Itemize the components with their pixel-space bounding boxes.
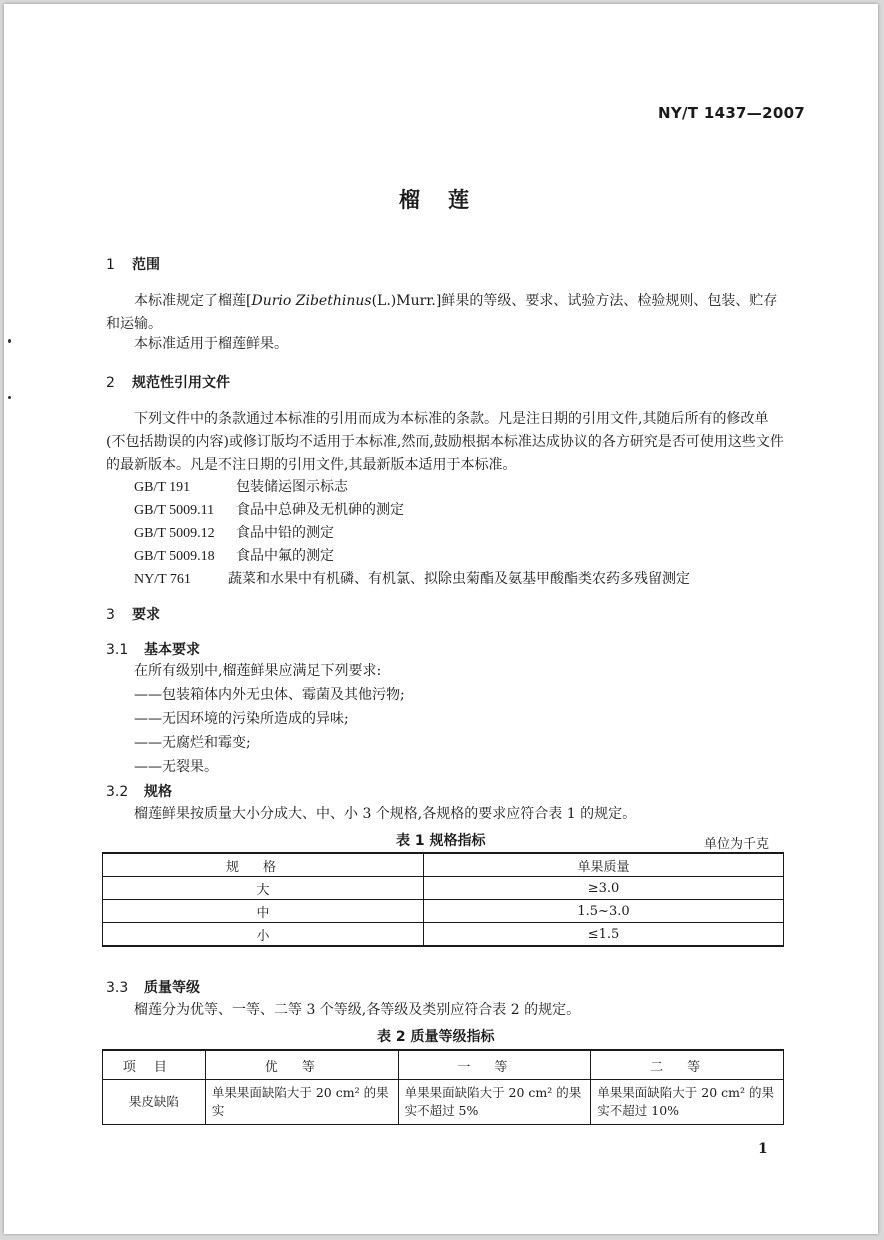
table-cell: ≤1.5 bbox=[424, 923, 784, 947]
table-cell: 果皮缺陷 bbox=[103, 1080, 206, 1125]
table-1-unit: 单位为千克 bbox=[704, 837, 770, 852]
section-title: 要求 bbox=[132, 607, 160, 623]
section-3-heading bbox=[106, 604, 160, 624]
table-cell: ≥3.0 bbox=[424, 877, 784, 900]
table-1-caption: 表 1 规格指标 bbox=[396, 833, 486, 849]
table-row bbox=[103, 877, 784, 900]
table-1-size-specs bbox=[102, 852, 784, 947]
subsection-3-1-heading: 3.1 基本要求 bbox=[106, 642, 200, 658]
table-header-cell: 优等 bbox=[205, 1050, 398, 1080]
section-number: 1 bbox=[106, 257, 115, 273]
requirement-item: ——无裂果。 bbox=[134, 759, 218, 775]
table-header-cell: 一等 bbox=[398, 1050, 591, 1080]
table-cell: 单果果面缺陷大于 20 cm² 的果实 bbox=[205, 1080, 398, 1125]
table-cell: 中 bbox=[103, 900, 424, 923]
table-row bbox=[103, 923, 784, 947]
scope-text-prefix: 本标准规定了榴莲[ bbox=[134, 293, 252, 309]
scope-applicability: 本标准适用于榴莲鲜果。 bbox=[134, 336, 288, 352]
table-header-row bbox=[103, 1050, 784, 1080]
requirement-item: ——无因环境的污染所造成的异味; bbox=[134, 711, 349, 727]
table-2-caption: 表 2 质量等级指标 bbox=[377, 1029, 495, 1045]
reference-item: GB/T 5009.18 食品中氟的测定 bbox=[134, 548, 334, 564]
latin-name: Durio Zibethinus bbox=[251, 293, 372, 309]
table-row bbox=[103, 1080, 784, 1125]
reference-item: GB/T 5009.12 食品中铅的测定 bbox=[134, 525, 334, 541]
size-grade-text: 榴莲鲜果按质量大小分成大、中、小 3 个规格,各规格的要求应符合表 1 的规定。 bbox=[134, 806, 637, 822]
normative-references-intro: 下列文件中的条款通过本标准的引用而成为本标准的条款。凡是注日期的引用文件,其随后所有的修改单(不包括勘误的内容)或修订版均不适用于本标准,然而,鼓励根据本标准达成协议的各方研究是否可使用这些文件的最新版本。凡是不注日期的引用文件,其最新版本适用于本标准。 bbox=[106, 411, 784, 473]
table-header-cell: 项目 bbox=[103, 1050, 206, 1080]
subsection-3-2-heading: 3.2 规格 bbox=[106, 784, 172, 800]
subsection-3-3-heading: 3.3 质量等级 bbox=[106, 980, 200, 996]
quality-grade-text: 榴莲分为优等、一等、二等 3 个等级,各等级及类别应符合表 2 的规定。 bbox=[134, 1002, 581, 1018]
section-title: 规范性引用文件 bbox=[132, 375, 230, 391]
table-cell: 1.5~3.0 bbox=[424, 900, 784, 923]
table-cell: 小 bbox=[103, 923, 424, 947]
document-title: 榴莲 bbox=[399, 188, 497, 212]
table-row bbox=[103, 900, 784, 923]
section-number: 2 bbox=[106, 375, 115, 391]
table-header-cell: 单果质量 bbox=[424, 853, 784, 877]
requirement-item: ——无腐烂和霉变; bbox=[134, 735, 251, 751]
section-number: 3 bbox=[106, 607, 115, 623]
scope-paragraph bbox=[106, 290, 786, 336]
standard-number: NY/T 1437—2007 bbox=[658, 104, 806, 122]
page-number: 1 bbox=[758, 1141, 768, 1157]
reference-item: NY/T 761 蔬菜和水果中有机磷、有机氯、拟除虫菊酯及氨基甲酸酯类农药多残留测定 bbox=[134, 571, 690, 587]
basic-requirements-intro: 在所有级别中,榴莲鲜果应满足下列要求: bbox=[134, 663, 382, 679]
table-cell: 大 bbox=[103, 877, 424, 900]
section-2-heading bbox=[106, 372, 230, 392]
scan-speck bbox=[8, 396, 11, 399]
document-page bbox=[4, 4, 878, 1234]
table-2-quality-grades bbox=[102, 1049, 784, 1125]
table-header-cell: 二等 bbox=[591, 1050, 784, 1080]
table-header-row bbox=[103, 853, 784, 877]
scope-text-suffix: (L.)Murr.]鲜果的等级、要求、试验方法、检验规则、包装、贮存和运输。 bbox=[106, 293, 778, 332]
table-cell: 单果果面缺陷大于 20 cm² 的果实不超过 10% bbox=[591, 1080, 784, 1125]
table-header-cell: 规格 bbox=[103, 853, 424, 877]
requirement-item: ——包装箱体内外无虫体、霉菌及其他污物; bbox=[134, 687, 405, 703]
table-cell: 单果果面缺陷大于 20 cm² 的果实不超过 5% bbox=[398, 1080, 591, 1125]
reference-item: GB/T 191 包装储运图示标志 bbox=[134, 479, 348, 495]
reference-item: GB/T 5009.11 食品中总砷及无机砷的测定 bbox=[134, 502, 404, 518]
section-1-heading bbox=[106, 254, 160, 274]
scan-speck bbox=[8, 339, 11, 343]
section-title: 范围 bbox=[132, 257, 160, 273]
